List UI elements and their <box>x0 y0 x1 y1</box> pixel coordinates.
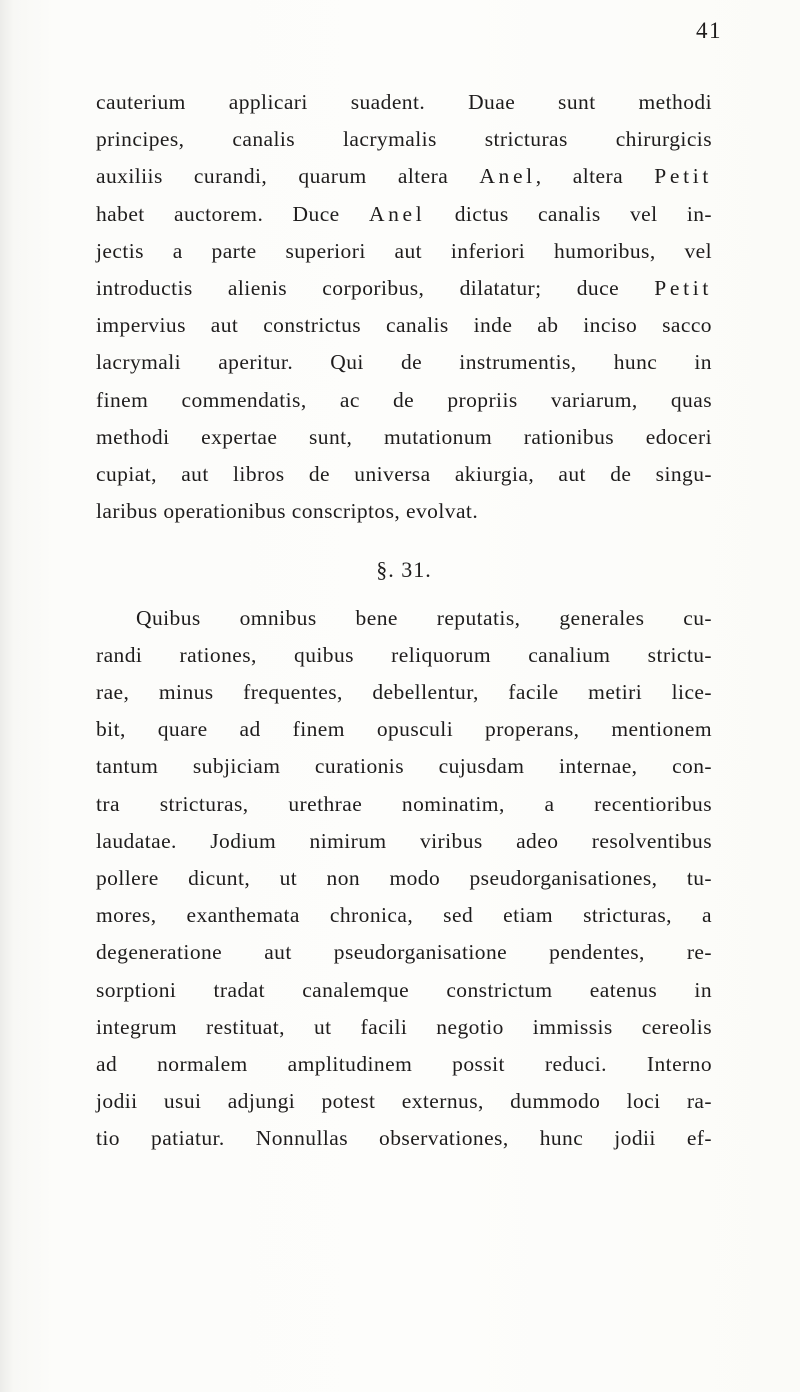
emphasized-name: Petit <box>654 164 712 189</box>
text-line: laudatae. Jodium nimirum viribus adeo resolventibus <box>96 828 712 853</box>
text-line: bit, quare ad finem opusculi properans, mentionem <box>96 717 712 742</box>
text-line: randi rationes, quibus reliquorum canalium strictu- <box>96 642 712 667</box>
text-line: degeneratione aut pseudorganisatione pendentes, re- <box>96 940 712 965</box>
text-line: jectis a parte superiori aut inferiori humoribus, vel <box>96 238 712 263</box>
text-line: tra stricturas, urethrae nominatim, a recentioribus <box>96 791 712 816</box>
text-line: Quibus omnibus bene reputatis, generales cu- <box>136 605 712 630</box>
text-block <box>96 84 712 1158</box>
text-line: cauterium applicari suadent. Duae sunt methodi <box>96 90 712 114</box>
text-line: methodi expertae sunt, mutationum rationibus edoceri <box>96 424 712 449</box>
text-line: auxiliis curandi, quarum altera Anel, altera Petit <box>96 164 712 189</box>
text-line: mores, exanthemata chronica, sed etiam stricturas, a <box>96 903 712 928</box>
emphasized-name: Anel <box>479 164 536 189</box>
text-line: jodii usui adjungi potest externus, dummodo loci ra- <box>96 1089 712 1114</box>
paragraph-section-31 <box>96 600 712 1158</box>
text-line: principes, canalis lacrymalis stricturas chirurgicis <box>96 127 712 152</box>
text-line: cupiat, aut libros de universa akiurgia, aut de singu- <box>96 462 712 487</box>
paragraph-continued <box>96 84 712 530</box>
text-line: laribus operationibus conscriptos, evolvat. <box>96 499 479 524</box>
text-line: lacrymali aperitur. Qui de instrumentis, hunc in <box>96 350 712 375</box>
emphasized-name: Petit <box>654 276 712 301</box>
section-heading: §. 31. <box>376 557 432 583</box>
text-line: ad normalem amplitudinem possit reduci. Interno <box>96 1052 712 1077</box>
text-line: sorptioni tradat canalemque constrictum eatenus in <box>96 977 712 1002</box>
page-number: 41 <box>696 18 722 43</box>
text-line: introductis alienis corporibus, dilatatur; duce Petit <box>96 276 712 301</box>
text-line: pollere dicunt, ut non modo pseudorganisationes, tu- <box>96 866 712 891</box>
text-line: impervius aut constrictus canalis inde ab inciso sacco <box>96 313 712 338</box>
text-line: habet auctorem. Duce Anel dictus canalis vel in- <box>96 201 713 226</box>
text-line: tio patiatur. Nonnullas observationes, hunc jodii ef- <box>96 1126 712 1151</box>
emphasized-name: Anel <box>368 201 426 226</box>
text-line: tantum subjiciam curationis cujusdam internae, con- <box>96 754 712 779</box>
text-line: integrum restituat, ut facili negotio immissis cereolis <box>96 1014 712 1039</box>
text-line: finem commendatis, ac de propriis variarum, quas <box>96 387 712 412</box>
text-line: rae, minus frequentes, debellentur, facile metiri lice- <box>96 680 712 705</box>
